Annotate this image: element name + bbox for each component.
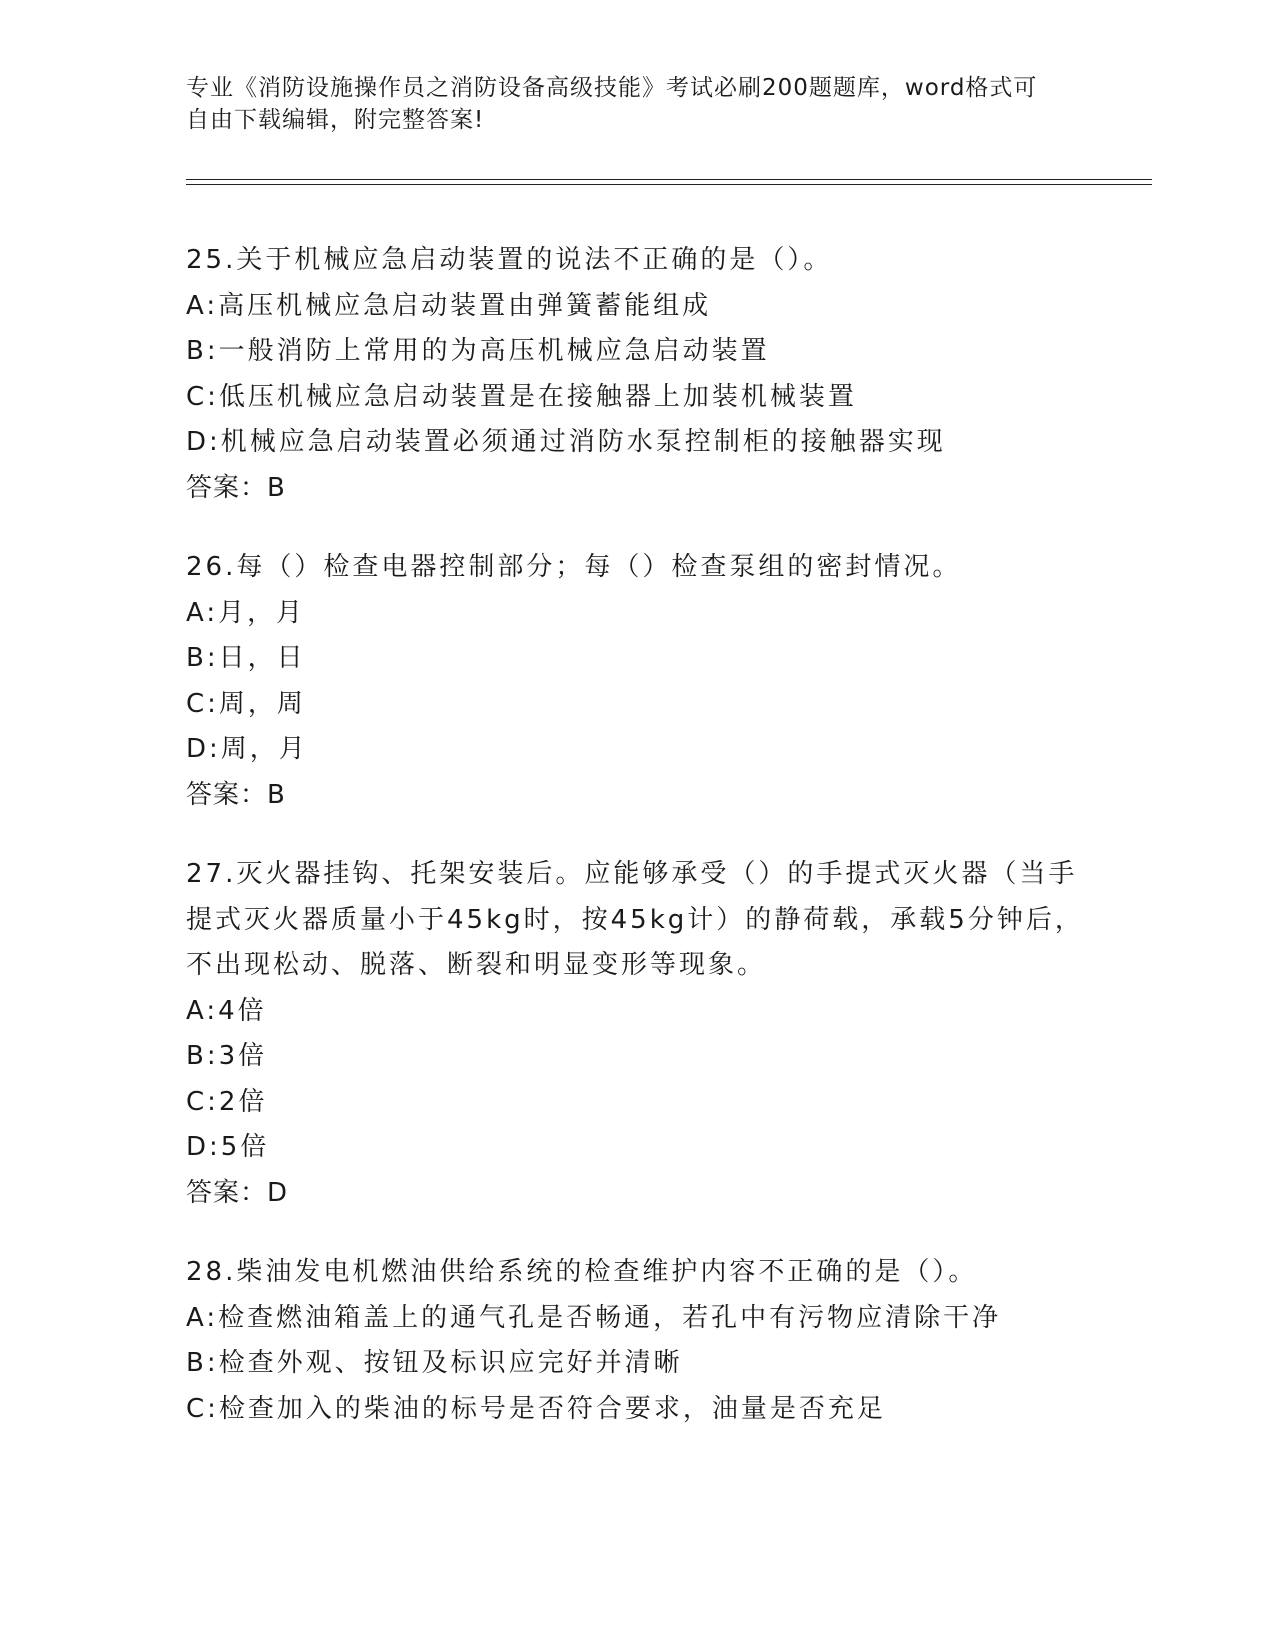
option-b: B:一般消防上常用的为高压机械应急启动装置 xyxy=(186,336,770,366)
question-26 xyxy=(186,545,1086,818)
answer-label: 答案：D xyxy=(186,1177,289,1208)
header-line-1: 专业《消防设施操作员之消防设备高级技能》考试必刷200题题库，word格式可 xyxy=(186,75,1038,101)
question-list xyxy=(186,238,1086,1466)
option-a: A:月，月 xyxy=(186,597,306,628)
option-a: A:检查燃油箱盖上的通气孔是否畅通，若孔中有污物应清除干净 xyxy=(186,1302,1002,1333)
question-stem: 25.关于机械应急启动装置的说法不正确的是（）。 xyxy=(186,245,833,275)
option-a: A:4倍 xyxy=(186,995,267,1026)
option-c: C:周，周 xyxy=(186,688,306,719)
question-27 xyxy=(186,852,1086,1216)
question-28 xyxy=(186,1250,1086,1432)
question-stem: 26.每（）检查电器控制部分；每（）检查泵组的密封情况。 xyxy=(186,552,962,582)
question-stem: 28.柴油发电机燃油供给系统的检查维护内容不正确的是（）。 xyxy=(186,1257,978,1287)
option-a: A:高压机械应急启动装置由弹簧蓄能组成 xyxy=(186,290,712,321)
option-d: D:机械应急启动装置必须通过消防水泵控制柜的接触器实现 xyxy=(186,427,946,457)
document-header xyxy=(186,72,1086,136)
header-line-2: 自由下载编辑，附完整答案! xyxy=(186,107,485,133)
option-c: C:2倍 xyxy=(186,1086,268,1117)
header-divider-bottom xyxy=(186,184,1152,185)
option-b: B:检查外观、按钮及标识应完好并清晰 xyxy=(186,1348,683,1378)
option-b: B:日，日 xyxy=(186,643,306,673)
question-stem: 27.灭火器挂钩、托架安装后。应能够承受（）的手提式灭火器（当手提式灭火器质量小于45kg时，按45kg计）的静荷载，承载5分钟后，不出现松动、脱落、断裂和明显变形等现象。 xyxy=(186,859,1084,980)
answer-label: 答案：B xyxy=(186,779,286,810)
option-c: C:低压机械应急启动装置是在接触器上加装机械装置 xyxy=(186,381,857,412)
option-c: C:检查加入的柴油的标号是否符合要求，油量是否充足 xyxy=(186,1393,886,1424)
option-d: D:周，月 xyxy=(186,734,308,764)
answer-label: 答案：B xyxy=(186,472,286,503)
option-b: B:3倍 xyxy=(186,1041,268,1071)
header-divider-top xyxy=(186,179,1152,180)
question-25 xyxy=(186,238,1086,511)
option-d: D:5倍 xyxy=(186,1132,270,1162)
